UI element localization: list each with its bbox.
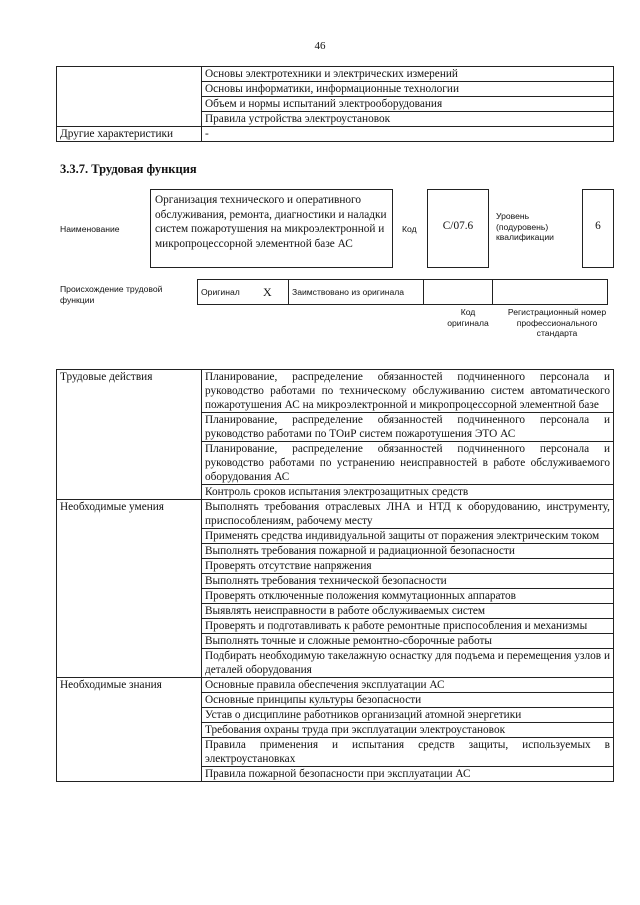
table-row	[57, 574, 614, 589]
row-label	[57, 112, 202, 127]
group-label	[57, 649, 202, 678]
group-label	[57, 413, 202, 442]
group-item: Основные правила обеспечения эксплуатации АС	[202, 678, 614, 693]
reg-number-caption: Регистрационный номер профессионального стандарта	[507, 307, 607, 338]
group-item: Применять средства индивидуальной защиты от поражения электрическим током	[202, 529, 614, 544]
group-item: Контроль сроков испытания электрозащитных средств	[202, 485, 614, 500]
row-label	[57, 67, 202, 82]
table-row	[57, 500, 614, 529]
table-row	[57, 442, 614, 485]
group-item: Планирование, распределение обязанностей подчиненного персонала и руководство работами по техническому обслуживанию систем автоматического пожаротушения АС на микроэлектронной и микропроцессорной элементной базе	[202, 370, 614, 413]
level-value-box: 6	[582, 189, 614, 268]
group-label	[57, 693, 202, 708]
reg-number-cell	[493, 280, 608, 305]
group-label	[57, 619, 202, 634]
table-row	[57, 708, 614, 723]
row-value: Основы информатики, информационные технологии	[202, 82, 614, 97]
group-label	[57, 442, 202, 485]
group-item: Требования охраны труда при эксплуатации электроустановок	[202, 723, 614, 738]
group-label	[57, 723, 202, 738]
table-row	[57, 112, 614, 127]
row-label	[57, 97, 202, 112]
table-row	[57, 127, 614, 142]
table-row	[57, 619, 614, 634]
top-characteristics-table	[56, 66, 614, 142]
row-value: Объем и нормы испытаний электрооборудования	[202, 97, 614, 112]
group-item: Проверять и подготавливать к работе ремонтные приспособления и механизмы	[202, 619, 614, 634]
level-label: Уровень (подуровень) квалификации	[496, 211, 554, 242]
origin-label: Происхождение трудовой функции	[60, 284, 163, 305]
group-label	[57, 544, 202, 559]
table-row	[57, 589, 614, 604]
table-row	[57, 529, 614, 544]
group-item: Правила пожарной безопасности при эксплуатации АС	[202, 767, 614, 782]
group-label	[57, 738, 202, 767]
table-row	[57, 604, 614, 619]
table-row	[57, 413, 614, 442]
group-label	[57, 767, 202, 782]
group-label	[57, 604, 202, 619]
group-item: Правила применения и испытания средств защиты, используемых в электроустановках	[202, 738, 614, 767]
table-row	[57, 767, 614, 782]
section-heading: 3.3.7. Трудовая функция	[60, 162, 197, 176]
row-value: Основы электротехники и электрических измерений	[202, 67, 614, 82]
group-item: Проверять отсутствие напряжения	[202, 559, 614, 574]
group-item: Устав о дисциплине работников организаций атомной энергетики	[202, 708, 614, 723]
row-value: Правила устройства электроустановок	[202, 112, 614, 127]
table-row	[57, 634, 614, 649]
group-item: Выполнять требования пожарной и радиационной безопасности	[202, 544, 614, 559]
group-item: Подбирать необходимую такелажную оснастку для подъема и перемещения узлов и деталей оборудования	[202, 649, 614, 678]
table-row	[57, 544, 614, 559]
origin-table	[197, 279, 608, 305]
table-row	[57, 649, 614, 678]
table-row	[57, 370, 614, 413]
borrowed-label: Заимствовано из оригинала	[289, 280, 424, 305]
group-label: Необходимые умения	[57, 500, 202, 529]
table-row	[57, 485, 614, 500]
group-item: Выполнять точные и сложные ремонтно-сборочные работы	[202, 634, 614, 649]
row-label: Другие характеристики	[57, 127, 202, 142]
group-item: Планирование, распределение обязанностей подчиненного персонала и руководство работами по ТОиР систем пожаротушения ЭТО АС	[202, 413, 614, 442]
table-row	[57, 67, 614, 82]
original-label: Оригинал	[198, 280, 261, 305]
row-value: -	[202, 127, 614, 142]
group-label	[57, 559, 202, 574]
table-row	[57, 97, 614, 112]
code-original-cell	[424, 280, 493, 305]
table-row	[57, 678, 614, 693]
code-label: Код	[402, 224, 417, 234]
group-label	[57, 485, 202, 500]
group-label	[57, 589, 202, 604]
name-label: Наименование	[60, 224, 120, 234]
group-label	[57, 574, 202, 589]
code-original-caption: Код оригинала	[447, 307, 489, 328]
group-item: Выполнять требования отраслевых ЛНА и НТД к оборудованию, инструменту, приспособлениям, рабочему месту	[202, 500, 614, 529]
group-label: Трудовые действия	[57, 370, 202, 413]
table-row	[57, 738, 614, 767]
page-number: 46	[314, 40, 326, 52]
group-item: Основные принципы культуры безопасности	[202, 693, 614, 708]
labor-function-table	[56, 369, 614, 782]
table-row	[57, 723, 614, 738]
group-label	[57, 634, 202, 649]
code-value-box: С/07.6	[427, 189, 489, 268]
group-item: Планирование, распределение обязанностей подчиненного персонала и руководство работами по устранению неисправностей в работе обслуживаемого оборудования АС	[202, 442, 614, 485]
group-label: Необходимые знания	[57, 678, 202, 693]
group-item: Проверять отключенные положения коммутационных аппаратов	[202, 589, 614, 604]
table-row	[57, 559, 614, 574]
group-item: Выполнять требования технической безопасности	[202, 574, 614, 589]
table-row	[57, 693, 614, 708]
group-label	[57, 529, 202, 544]
table-row	[57, 82, 614, 97]
row-label	[57, 82, 202, 97]
group-item: Выявлять неисправности в работе обслуживаемых систем	[202, 604, 614, 619]
function-name-box: Организация технического и оперативного обслуживания, ремонта, диагностики и наладки систем пожаротушения на микроэлектронной и микропроцессорной элементной базе АС	[150, 189, 393, 268]
group-label	[57, 708, 202, 723]
original-mark: X	[260, 280, 289, 305]
